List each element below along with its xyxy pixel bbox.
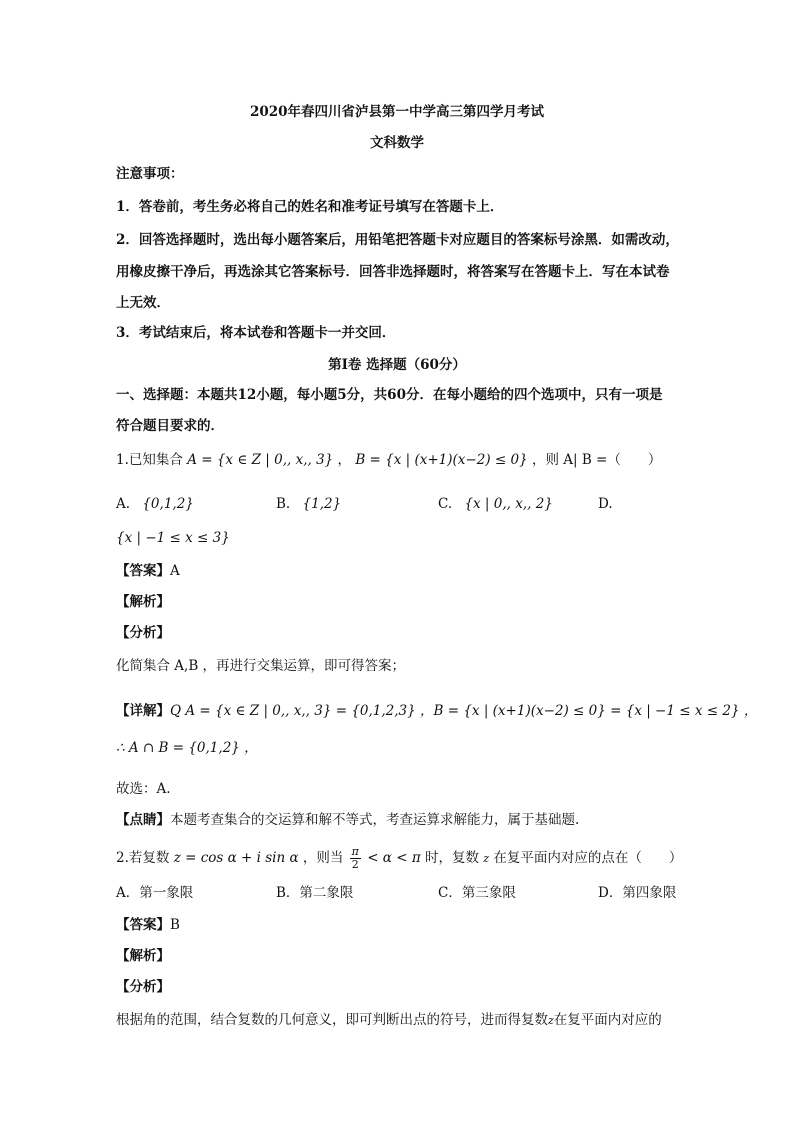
q1-comment-text: 本题考查集合的交运算和解不等式，考查运算求解能力，属于基础题.	[170, 812, 580, 828]
q1-option-b	[276, 494, 341, 514]
q1-stem-suffix: ，则 A| B =（ ）	[531, 452, 662, 468]
q2-fraction	[350, 846, 361, 871]
q1-fenxi-label: 【分析】	[116, 625, 170, 641]
q2-answer-value: B	[170, 917, 180, 933]
q1-analysis-label: 【解析】	[116, 594, 170, 610]
q1-sep: ，	[337, 452, 352, 468]
q2-z-expr: z = cos α + i sin α	[173, 850, 299, 866]
q1-stem	[116, 450, 661, 470]
q1-detail-label: 【详解】	[116, 703, 170, 719]
q1-stem-prefix: 1.已知集合	[116, 452, 183, 468]
q2-fenxi-text	[116, 1010, 662, 1031]
q1-detail-conclusion: ∴ A ∩ B = {0,1,2} ，	[116, 740, 258, 756]
q1-option-a-label: A.	[116, 496, 131, 512]
q2-fenxi-label: 【分析】	[116, 979, 170, 995]
q2-fraction-num: π	[351, 845, 359, 858]
section-intro-1: 一、选择题：本题共12小题，每小题5分，共60分．在每小题给的四个选项中，只有一项是	[116, 387, 663, 403]
q1-option-b-value: {1,2}	[302, 496, 342, 512]
q2-option-d: D．第四象限	[598, 885, 677, 901]
section-title: 第Ⅰ卷 选择题（60分）	[328, 357, 466, 373]
q1-answer-value: A	[170, 563, 180, 579]
notice-2: 2．回答选择题时，选出每小题答案后，用铅笔把答题卡对应题目的答案标号涂黑．如需改动，	[116, 232, 679, 248]
q2-option-c: C．第三象限	[438, 885, 516, 901]
q2-z: z	[483, 852, 490, 865]
q2-stem-mid: ，则当	[302, 850, 344, 866]
q1-choose: 故选：A.	[116, 781, 171, 797]
q2-stem-end: 在复平面内对应的点在（ ）	[493, 850, 683, 866]
q1-option-a-value: {0,1,2}	[142, 496, 194, 512]
q1-option-d-value: {x | −1 ≤ x ≤ 3}	[116, 530, 230, 546]
q1-set-a: A = {x ∈ Z | 0,, x,, 3}	[187, 452, 334, 468]
q1-option-c	[438, 494, 553, 514]
notice-2-end: 上无效．	[116, 295, 170, 311]
q1-option-a	[116, 494, 194, 514]
q1-option-c-label: C.	[438, 496, 453, 512]
q2-inequality: < α < π	[367, 850, 421, 866]
exam-subtitle: 文科数学	[370, 135, 424, 151]
q2-stem-suffix: 时，复数	[425, 850, 479, 866]
q2-option-a: A．第一象限	[116, 885, 194, 901]
q1-answer-label: 【答案】	[116, 563, 170, 579]
section-intro-2: 符合题目要求的．	[116, 418, 224, 434]
notice-heading: 注意事项：	[116, 166, 184, 182]
notice-1: 1．答卷前，考生务必将自己的姓名和准考证号填写在答题卡上．	[116, 199, 504, 215]
q2-stem-prefix: 2.若复数	[116, 850, 170, 866]
q2-answer-label: 【答案】	[116, 917, 170, 933]
q2-answer	[116, 915, 180, 935]
q2-option-b: B．第二象限	[276, 885, 354, 901]
q2-fenxi-text-a: 根据角的范围，结合复数的几何意义，即可判断出点的符号，进而得复数	[116, 1012, 548, 1028]
notice-2-cont: 用橡皮擦干净后，再选涂其它答案标号．回答非选择题时，将答案写在答题卡上．写在本试卷	[116, 264, 670, 280]
q1-fenxi-text: 化简集合 A,B ，再进行交集运算，即可得答案；	[116, 658, 406, 674]
q1-set-b: B = {x | (x+1)(x−2) ≤ 0}	[355, 452, 528, 468]
exam-title: 2020年春四川省泸县第一中学高三第四学月考试	[249, 104, 545, 120]
q1-detail	[116, 701, 757, 721]
q2-fenxi-text-b: 在复平面内对应的	[553, 1012, 662, 1028]
q1-comment	[116, 810, 579, 830]
q1-option-b-label: B.	[276, 496, 291, 512]
q1-option-c-value: {x | 0,, x,, 2}	[464, 496, 553, 512]
q2-analysis-label: 【解析】	[116, 948, 170, 964]
q1-option-d-label: D.	[598, 496, 613, 512]
q1-answer	[116, 561, 180, 581]
q2-stem	[116, 846, 682, 871]
q2-fenxi-z: z	[548, 1014, 554, 1027]
notice-3: 3．考试结束后，将本试卷和答题卡一并交回．	[116, 325, 396, 341]
q1-comment-label: 【点睛】	[116, 812, 170, 828]
q2-fraction-den: 2	[351, 858, 359, 871]
q1-detail-text: Q A = {x ∈ Z | 0,, x,, 3} = {0,1,2,3} ，B = {x | (x+1)(x−2) ≤ 0} = {x | −1 ≤ x ≤ 2} ，	[170, 703, 758, 719]
